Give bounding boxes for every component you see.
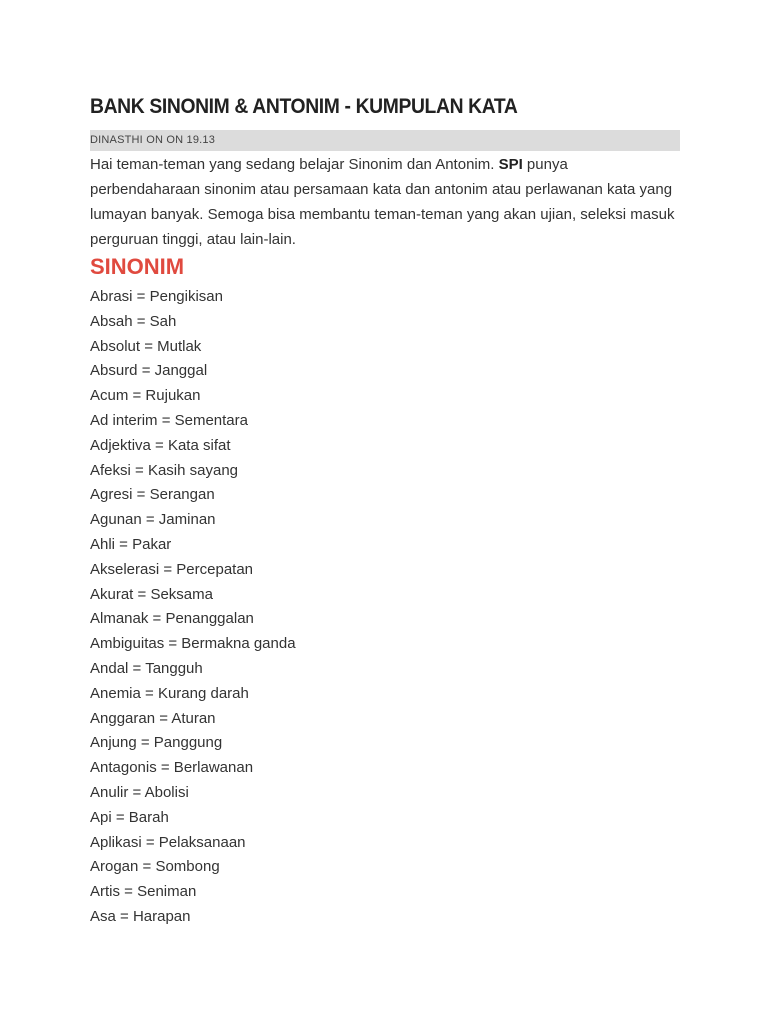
list-item: Ad interim = Sementara bbox=[90, 411, 248, 429]
list-item: Adjektiva = Kata sifat bbox=[90, 436, 231, 454]
list-item: Antagonis = Berlawanan bbox=[90, 759, 254, 777]
list-item: Anjung = Panggung bbox=[90, 734, 223, 752]
list-item: Akurat = Seksama bbox=[90, 585, 213, 603]
list-item: Agresi = Serangan bbox=[90, 486, 215, 504]
list-item: Asa = Harapan bbox=[90, 907, 191, 925]
section-heading-sinonim: SINONIM bbox=[90, 254, 185, 279]
list-item: Anulir = Abolisi bbox=[90, 783, 189, 801]
list-item: Anemia = Kurang darah bbox=[90, 684, 249, 702]
list-item: Artis = Seniman bbox=[90, 883, 197, 901]
intro-bold-text: SPI bbox=[498, 156, 523, 173]
intro-text-after: punya perbendaharaan sinonim atau persamaan kata dan antonim atau perlawanan kata yang lumayan banyak. Semoga bisa membantu teman-teman yang akan ujian, seleksi masuk perguruan tinggi, atau lain-lain. bbox=[90, 156, 675, 248]
intro-paragraph bbox=[90, 152, 680, 252]
list-item: Abrasi = Pengikisan bbox=[90, 288, 223, 305]
list-item: Arogan = Sombong bbox=[90, 858, 220, 876]
list-item: Absolut = Mutlak bbox=[90, 337, 202, 355]
list-item: Ahli = Pakar bbox=[90, 535, 172, 553]
list-item: Almanak = Penanggalan bbox=[90, 610, 254, 628]
list-item: Aplikasi = Pelaksanaan bbox=[90, 833, 246, 851]
post-meta-bar: DINASTHI ON ON 19.13 bbox=[90, 130, 680, 151]
list-item: Acum = Rujukan bbox=[90, 387, 201, 405]
sinonim-list bbox=[90, 285, 680, 930]
list-item: Absurd = Janggal bbox=[90, 362, 208, 380]
list-item: Absah = Sah bbox=[90, 312, 177, 330]
intro-text-before: Hai teman-teman yang sedang belajar Sinonim dan Antonim. bbox=[90, 156, 499, 173]
article bbox=[90, 92, 680, 930]
list-item: Afeksi = Kasih sayang bbox=[90, 461, 239, 479]
list-item: Andal = Tangguh bbox=[90, 659, 203, 677]
list-item: Anggaran = Aturan bbox=[90, 709, 216, 727]
list-item: Agunan = Jaminan bbox=[90, 511, 216, 529]
list-item: Ambiguitas = Bermakna ganda bbox=[90, 635, 296, 653]
list-item: Api = Barah bbox=[90, 808, 169, 826]
article-title: BANK SINONIM & ANTONIM - KUMPULAN KATA bbox=[90, 95, 518, 118]
list-item: Akselerasi = Percepatan bbox=[90, 560, 254, 578]
